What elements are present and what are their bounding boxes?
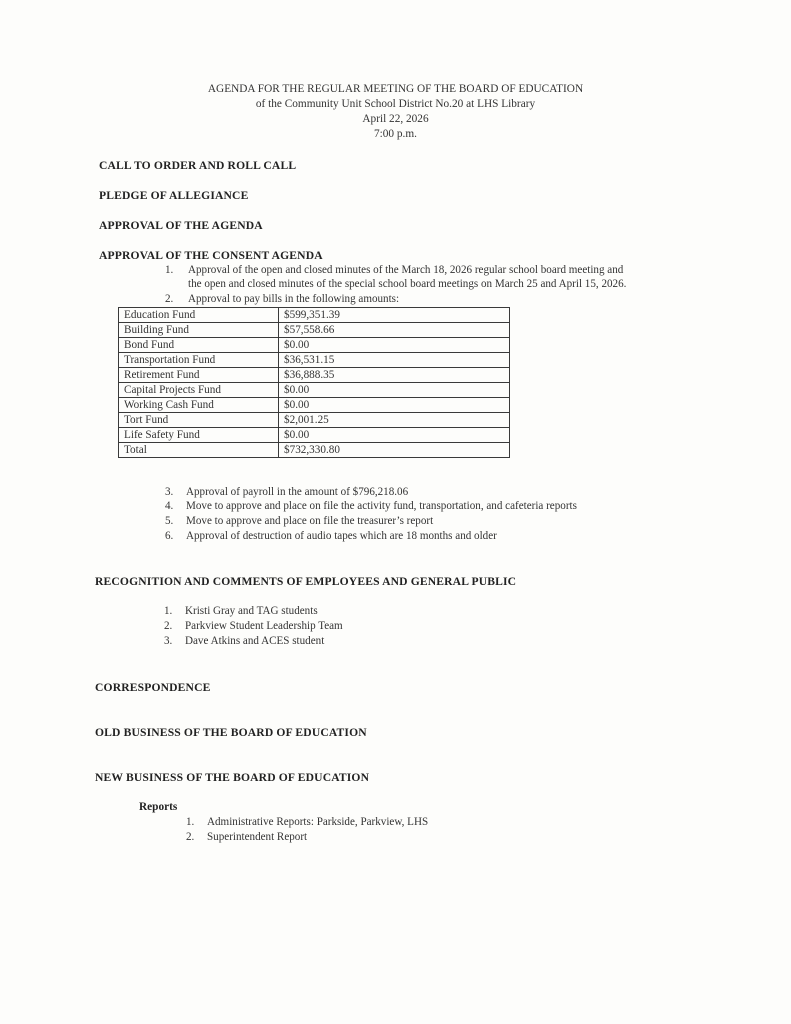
section-old-business: OLD BUSINESS OF THE BOARD OF EDUCATION — [95, 726, 367, 739]
agenda-title: AGENDA FOR THE REGULAR MEETING OF THE BOARD OF EDUCATION — [207, 83, 584, 95]
item-text: Approval of the open and closed minutes of the March 18, 2026 regular school board meeting and — [188, 264, 624, 276]
fund-amount: $36,888.35 — [279, 368, 510, 383]
fund-amount: $599,351.39 — [279, 308, 510, 323]
item-number: 1. — [165, 264, 174, 276]
item-text: Parkview Student Leadership Team — [185, 620, 343, 632]
report-item-1 — [186, 816, 428, 828]
section-consent-agenda: APPROVAL OF THE CONSENT AGENDA — [99, 249, 323, 262]
section-recognition: RECOGNITION AND COMMENTS OF EMPLOYEES AND GENERAL PUBLIC — [95, 575, 517, 588]
table-row — [119, 413, 510, 428]
section-new-business: NEW BUSINESS OF THE BOARD OF EDUCATION — [95, 771, 370, 784]
consent-item-2 — [165, 293, 399, 305]
section-correspondence: CORRESPONDENCE — [95, 681, 211, 694]
section-call-to-order: CALL TO ORDER AND ROLL CALL — [99, 159, 297, 172]
item-number: 6. — [165, 530, 174, 542]
consent-item-1-continued: the open and closed minutes of the special school board meetings on March 25 and April 15, 2026. — [188, 278, 627, 290]
item-number: 1. — [164, 605, 173, 617]
fund-name: Transportation Fund — [119, 353, 279, 368]
recognition-item-3 — [164, 635, 324, 647]
fund-amounts-table — [118, 307, 510, 458]
fund-name: Bond Fund — [119, 338, 279, 353]
fund-amount: $57,558.66 — [279, 323, 510, 338]
meeting-time: 7:00 p.m. — [374, 128, 417, 140]
item-number: 2. — [165, 293, 174, 305]
report-item-2 — [186, 831, 307, 843]
table-row — [119, 368, 510, 383]
item-number: 3. — [164, 635, 173, 647]
table-row — [119, 338, 510, 353]
fund-name: Building Fund — [119, 323, 279, 338]
table-row — [119, 308, 510, 323]
table-row — [119, 323, 510, 338]
item-text: Kristi Gray and TAG students — [185, 605, 318, 617]
table-row — [119, 398, 510, 413]
item-number: 2. — [186, 831, 195, 843]
item-text: Approval to pay bills in the following amounts: — [188, 293, 400, 305]
item-text: Approval of payroll in the amount of $796,218.06 — [186, 486, 409, 498]
table-row — [119, 353, 510, 368]
fund-name: Tort Fund — [119, 413, 279, 428]
item-text: Dave Atkins and ACES student — [185, 635, 325, 647]
fund-name: Life Safety Fund — [119, 428, 279, 443]
item-text: Superintendent Report — [207, 831, 308, 843]
item-text: Move to approve and place on file the activity fund, transportation, and cafeteria reports — [186, 500, 577, 512]
consent-item-3 — [165, 486, 408, 498]
meeting-date: April 22, 2026 — [362, 113, 429, 125]
section-pledge: PLEDGE OF ALLEGIANCE — [99, 189, 249, 202]
fund-name: Total — [119, 443, 279, 458]
fund-amount: $2,001.25 — [279, 413, 510, 428]
agenda-subtitle: of the Community Unit School District No.20 at LHS Library — [255, 98, 536, 110]
item-text: Move to approve and place on file the treasurer’s report — [186, 515, 434, 527]
fund-amount: $0.00 — [279, 398, 510, 413]
item-number: 3. — [165, 486, 174, 498]
fund-name: Education Fund — [119, 308, 279, 323]
reports-heading: Reports — [139, 801, 178, 813]
table-row — [119, 428, 510, 443]
fund-name: Retirement Fund — [119, 368, 279, 383]
fund-amount: $0.00 — [279, 383, 510, 398]
item-number: 2. — [164, 620, 173, 632]
table-row-total — [119, 443, 510, 458]
table-row — [119, 383, 510, 398]
fund-amount: $36,531.15 — [279, 353, 510, 368]
item-text: Approval of destruction of audio tapes which are 18 months and older — [186, 530, 497, 542]
fund-name: Capital Projects Fund — [119, 383, 279, 398]
consent-item-1 — [165, 264, 623, 276]
item-number: 1. — [186, 816, 195, 828]
fund-amount: $732,330.80 — [279, 443, 510, 458]
recognition-item-1 — [164, 605, 318, 617]
consent-item-4 — [165, 500, 577, 512]
item-number: 4. — [165, 500, 174, 512]
recognition-item-2 — [164, 620, 343, 632]
fund-name: Working Cash Fund — [119, 398, 279, 413]
consent-item-6 — [165, 530, 497, 542]
fund-amount: $0.00 — [279, 338, 510, 353]
item-text: Administrative Reports: Parkside, Parkview, LHS — [207, 816, 429, 828]
fund-amount: $0.00 — [279, 428, 510, 443]
consent-item-5 — [165, 515, 433, 527]
item-number: 5. — [165, 515, 174, 527]
section-approval-agenda: APPROVAL OF THE AGENDA — [99, 219, 263, 232]
